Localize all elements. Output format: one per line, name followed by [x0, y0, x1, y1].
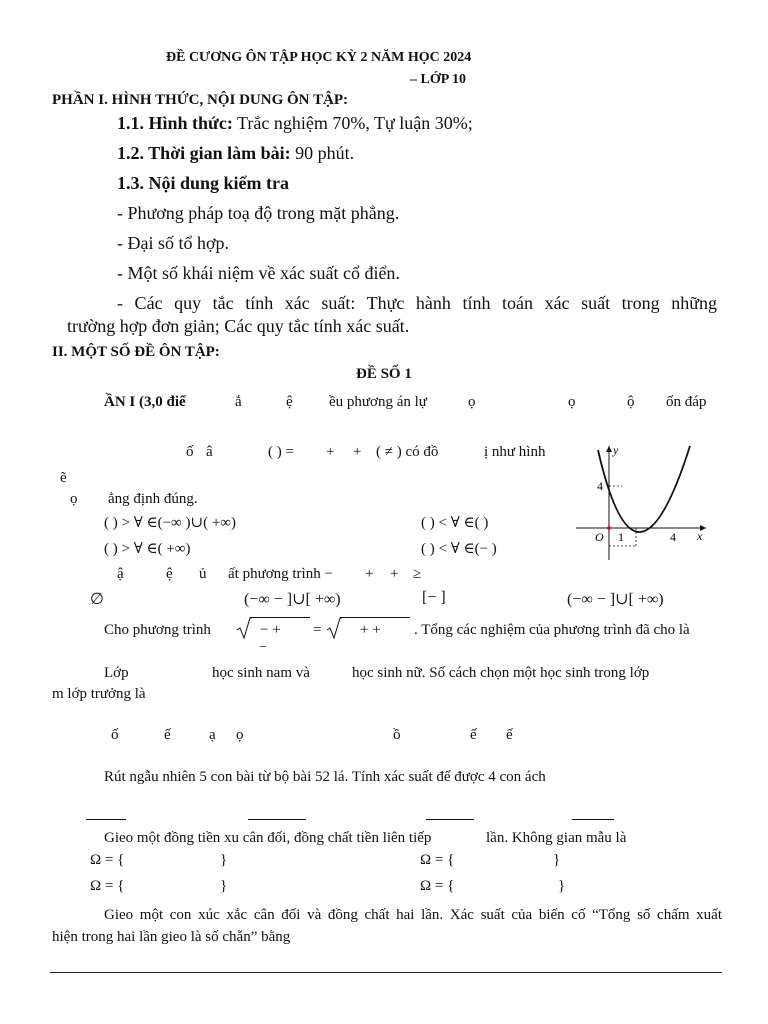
q6-option-a-close: } [220, 852, 228, 868]
q4-part1: Lớp [104, 665, 129, 681]
q6-option-d-omega: Ω = { [420, 878, 455, 894]
q1-frag-4: + [353, 444, 362, 460]
q1-option-c: ( ) > ∀ ∈( +∞) [104, 541, 191, 557]
form-label: 1.1. Hình thức: [117, 113, 233, 133]
sqrt-bar-right [340, 617, 410, 618]
q1-option-a: ( ) > ∀ ∈(−∞ )∪( +∞) [104, 515, 236, 531]
x-tick-1: 1 [618, 530, 624, 544]
y-tick-4: 4 [597, 479, 603, 493]
y-axis-label: y [613, 443, 619, 457]
page-title: ĐỀ CƯƠNG ÔN TẬP HỌC KỲ 2 NĂM HỌC 2024 [166, 50, 472, 65]
section-frag-4: ọ [468, 394, 476, 410]
q2-frag-1: ệ [166, 566, 173, 582]
q2-frag-3: ất phương trình − [228, 566, 333, 582]
q4-opt-frag-6: ế [506, 727, 513, 743]
q2-frag-0: ậ [117, 566, 124, 582]
q3-text-end: . Tổng các nghiệm của phương trình đã cho là [414, 622, 690, 638]
x-tick-4: 4 [670, 530, 676, 544]
time-label: 1.2. Thời gian làm bài: [117, 143, 291, 163]
q3-equals: = [313, 622, 322, 638]
q1-frag-6: ị như hình [484, 444, 546, 460]
q2-option-c: [− ] [422, 589, 446, 606]
q7-line1: Gieo một con xúc xắc cân đối và đồng chất hai lần. Xác suất của biến cố “Tổng số chấm xuất [104, 907, 722, 923]
q4-part3: học sinh nữ. Số cách chọn một học sinh trong lớp [352, 665, 650, 681]
q5-answer-d-blank [572, 807, 614, 825]
q6-option-d-close: } [558, 878, 566, 894]
q2-frag-4: + [365, 566, 374, 582]
sqrt-sign-left [236, 616, 252, 640]
q1-frag2-0: ẽ [60, 470, 67, 486]
q1-frag2-1: ọ [70, 491, 78, 507]
q6-option-c-close: } [220, 878, 228, 894]
q1-frag-2: ( ) = [268, 444, 294, 460]
q1-frag-1: â [206, 444, 213, 460]
q6-text-start: Gieo một đồng tiền xu cân đối, đồng chất tiền liên tiếp [104, 830, 432, 846]
q1-frag2-2: ẳng định đúng. [108, 491, 198, 507]
footer-divider [50, 972, 722, 973]
q3-text-start: Cho phương trình [104, 622, 211, 638]
content-item-probability: - Một số khái niệm về xác suất cổ điển. [117, 263, 400, 283]
q4-opt-frag-5: ế [470, 727, 477, 743]
q1-option-d: ( ) < ∀ ∈(− ) [421, 541, 497, 557]
q4-opt-frag-4: ồ [393, 727, 401, 743]
q4-opt-frag-3: ọ [236, 727, 244, 743]
q4-opt-frag-0: ố [111, 727, 119, 743]
q6-option-b-close: } [553, 852, 561, 868]
q1-option-b: ( ) < ∀ ∈( ) [421, 515, 489, 531]
q3-eq-right: + + [360, 622, 381, 638]
q1-frag-5: ( ≠ ) có đồ [376, 444, 439, 460]
q5-answer-b-blank [248, 807, 306, 825]
page-subtitle: – LỚP 10 [410, 72, 467, 87]
q2-option-d: (−∞ − ]∪[ +∞) [567, 591, 664, 608]
q4-part2: học sinh nam và [212, 665, 310, 681]
q1-frag-3: + [326, 444, 335, 460]
q6-option-c-omega: Ω = { [90, 878, 125, 894]
x-axis-label: x [697, 529, 703, 543]
part2-heading: II. MỘT SỐ ĐỀ ÔN TẬP: [52, 344, 220, 360]
q5-text: Rút ngẫu nhiên 5 con bài từ bộ bài 52 lá. Tính xác suất để được 4 con ách [104, 769, 546, 785]
form-line [117, 113, 473, 134]
q5-answer-a-blank [86, 807, 126, 825]
q1-frag-0: ố [186, 444, 194, 460]
section-frag-7: ốn đáp [666, 394, 707, 410]
exam-title: ĐỀ SỐ 1 [356, 366, 412, 382]
sqrt-sign-right [326, 616, 342, 640]
content-item-coordinates: - Phương pháp toạ độ trong mặt phẳng. [117, 203, 400, 223]
q3-minus: − [259, 640, 267, 655]
section-frag-6: ộ [627, 394, 635, 410]
content-heading: 1.3. Nội dung kiểm tra [117, 173, 290, 193]
section-frag-5: ọ [568, 394, 576, 410]
q2-frag-5: + [390, 566, 399, 582]
section-frag-2: ệ [286, 394, 293, 410]
part1-heading: PHẦN I. HÌNH THỨC, NỘI DUNG ÔN TẬP: [52, 92, 348, 108]
content-item-combinatorics: - Đại số tổ hợp. [117, 233, 230, 253]
q2-option-b: (−∞ − ]∪[ +∞) [244, 591, 341, 608]
form-value: Trắc nghiệm 70%, Tự luận 30%; [232, 113, 473, 133]
q6-text-end: lần. Không gian mẫu là [486, 830, 627, 846]
q2-frag-6: ≥ [413, 566, 422, 582]
rules-line-2: trường hợp đơn giản; Các quy tắc tính xác suất. [67, 316, 410, 336]
origin-label: O [595, 530, 604, 544]
time-line [117, 143, 354, 164]
time-value: 90 phút. [290, 143, 355, 163]
section-frag-1: ắ [235, 394, 242, 410]
q5-answer-c-blank [426, 807, 474, 825]
rules-line-1: - Các quy tắc tính xác suất: Thực hành tính toán xác suất trong những [117, 293, 717, 313]
q7-line2: hiện trong hai lần gieo là số chẵn” bằng [52, 929, 291, 945]
q4-opt-frag-1: ế [164, 727, 171, 743]
q6-option-a-omega: Ω = { [90, 852, 125, 868]
q6-option-b-omega: Ω = { [420, 852, 455, 868]
parabola-graph [570, 440, 710, 564]
q2-frag-2: ủ [199, 566, 207, 582]
section-frag-3: ều phương án lự [329, 394, 427, 410]
q2-option-a: ∅ [90, 591, 104, 608]
q3-eq-left: − + [260, 622, 281, 638]
q4-line2: m lớp trưởng là [52, 686, 146, 702]
q4-opt-frag-2: ạ [209, 727, 216, 743]
sqrt-bar-left [250, 617, 310, 618]
section-frag-0: ẦN I (3,0 điể [104, 394, 186, 410]
